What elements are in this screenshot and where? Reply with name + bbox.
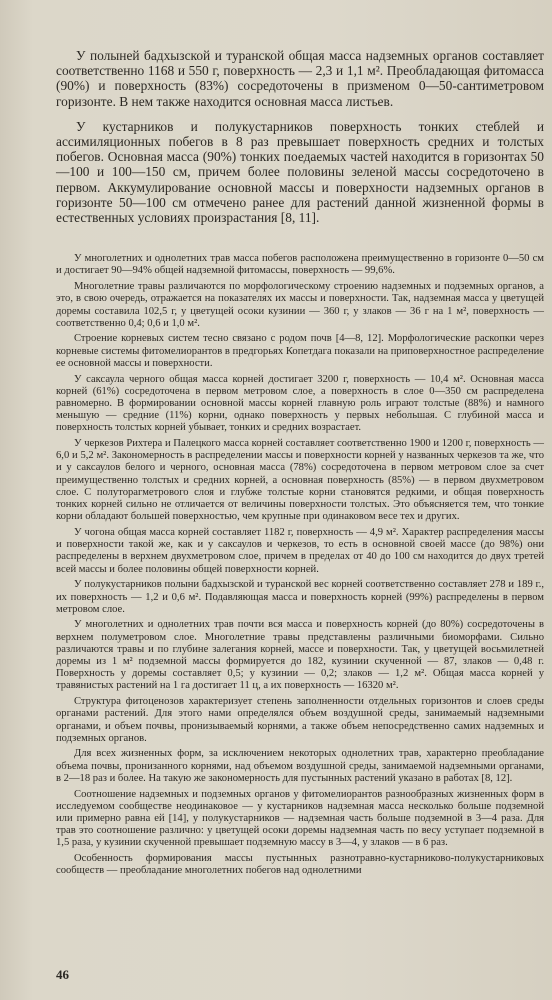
paragraph: У саксаула черного общая масса корней достигает 3200 г, поверхность — 10,4 м². Основная масса корней (61%) сосредоточена в первом метровом слое, а поверхность в слое 0—350 см распределена равномерно. В формировании основной массы корней главную роль играют толстые (88%) и намного меньшую — средние (11%) корни, однако поверхность у первых небольшая. С глубиной масса и поверхность толстых корней убывает, тонких и средних возрастает. bbox=[56, 373, 544, 434]
paragraph: Для всех жизненных форм, за исключением некоторых однолетних трав, характерно преобладание объема почвы, пронизанного корнями, над объемом воздушной среды, занимаемой надземными органами, в 2—18 раз и более. На такую же закономерность для пустынных растений указано в работах [8, 12]. bbox=[56, 748, 544, 784]
page-number: 46 bbox=[56, 967, 69, 982]
paragraph: У многолетних и однолетних трав масса побегов расположена преимущественно в горизонте 0—50 см и достигает 90—94% общей надземной фитомассы, поверхность — 99,6%. bbox=[56, 253, 544, 277]
paragraph: Многолетние травы различаются по морфологическому строению надземных и подземных органов, а это, в свою очередь, отражается на показателях их массы и поверхности. Так, надземная масса у цветущей доремы составила 102,5 г, у цветущей осоки кузинии — 360 г, у злаков — 36 г на 1 м², поверхность — соответственно 0,4; 0,6 и 1,0 м². bbox=[56, 281, 544, 329]
paragraph: У кустарников и полукустарников поверхность тонких стеблей и ассимиляционных побегов в 8 раз превышает поверхность средних и толстых побегов. Основная масса (90%) тонких поедаемых частей находится в горизонтах 50—100 и 100—150 см, причем более половины зеленой массы сосредоточено в первом. Аккумулирование основной массы и поверхности надземных органов в горизонте 50—100 см отмечено ранее для растений данной жизненной формы в естественных условиях произрастания [8, 11]. bbox=[56, 118, 544, 226]
large-text-block bbox=[56, 48, 544, 225]
paragraph: У полукустарников полыни бадхызской и туранской вес корней соответственно составляет 278 и 189 г., их поверхность — 1,2 и 0,6 м². Подавляющая масса и поверхность корней (99%) распределены в первом метровом слое. bbox=[56, 579, 544, 615]
paragraph: У черкезов Рихтера и Палецкого масса корней составляет соответственно 1900 и 1200 г, поверхность — 6,0 и 5,2 м². Закономерность в распределении массы и поверхности корней у названных черкезов та же, что и у саксаулов белого и черного, основная масса (78%) сосредоточена в первом метровом слое за счет преимущественно толстых и средних корней, а основная поверхность (85%) — в первом двухметровом слое. С полуторагметрового слоя и глубже толстые корни становятся редкими, и общая поверхность тонких корней сильно не отличается от величины поверхности толстых. Это объясняется тем, что тонкие корни обладают большей поверхностью, чем крупные при одинаковом весе тех и других. bbox=[56, 438, 544, 523]
paragraph: У чогона общая масса корней составляет 1182 г, поверхность — 4,9 м². Характер распределения массы и поверхности такой же, как и у саксаулов и черкезов, то есть в основной своей массе (до 98%) они распределены в верхнем двухметровом слое, причем в пределах от 40 до 100 см находится до двух третей всей массы и более половины общей поверхности корней. bbox=[56, 527, 544, 575]
paragraph: Соотношение надземных и подземных органов у фитомелиорантов разнообразных жизненных форм в исследуемом сообществе неодинаковое — у кустарников надземная масса несколько больше подземной или примерно равна ей [14], у полукустарников — надземная часть больше подземной в 3—4 раза. Для трав это соотношение различно: у цветущей осоки доремы надземная часть по весу уступает подземной в 1,5 раза, у кузинии скученной превышает подземную массу в 3—4, у злаков — в 6 раз. bbox=[56, 788, 544, 849]
paragraph: У полыней бадхызской и туранской общая масса надземных органов составляет соответственно 1168 и 550 г, поверхность — 2,3 и 1,1 м². Преобладающая фитомасса (90%) и поверхность (83%) сосредоточены в призменом 0—50-сантиметровом горизонте. В нем также находится основная масса листьев. bbox=[56, 48, 544, 109]
paragraph: У многолетних и однолетних трав почти вся масса и поверхность корней (до 80%) сосредоточены в верхнем полуметровом слое. Многолетние травы представлены различными биоморфами. Сильно различаются травы и по глубине залегания корней, массе и поверхности. Так, у цветущей восьмилетней доремы из 1 м² подземной массы формируется до 182, кузинии скученной — 87, злаков — 0,48 г. Поверхность у доремы составляет 0,5; у кузинии — 0,2; злаков — 1,2 м². Общая масса корней у травянистых растений на 1 га достигает 11 ц, а их поверхность — 16320 м². bbox=[56, 619, 544, 692]
paragraph: Особенность формирования массы пустынных разнотравно-кустарниково-полукустарниковых сообществ — преобладание многолетних побегов над однолетними bbox=[56, 853, 544, 877]
paragraph: Строение корневых систем тесно связано с родом почв [4—8, 12]. Морфологические раскопки через корневые системы фитомелиорантов в предгорьях Копетдага показали на приповерхностное распределение ее основной массы и поверхности. bbox=[56, 333, 544, 369]
paragraph: Структура фитоценозов характеризует степень заполненности отдельных горизонтов и слоев среды органами растений. Для этого нами определялся объем воздушной среды, занимаемый надземными органами, и объем почвы, пронизываемый корнями, а также объем непосредственно самих надземных и подземных органов. bbox=[56, 696, 544, 744]
small-text-block bbox=[56, 253, 544, 877]
